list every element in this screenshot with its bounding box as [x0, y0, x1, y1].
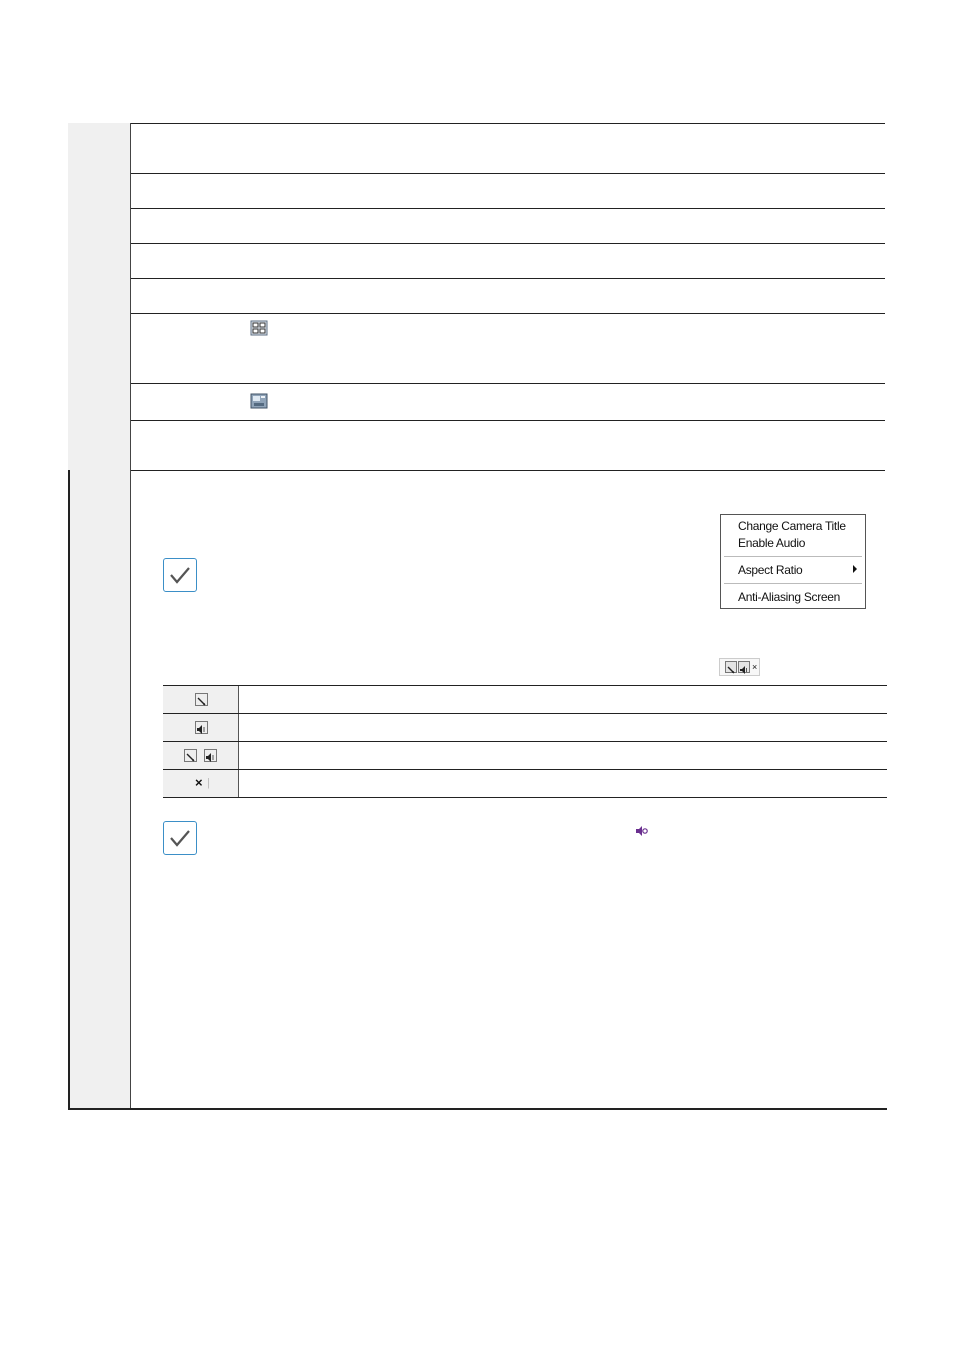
icon-cell: [163, 686, 239, 713]
speaker-icon[interactable]: [738, 661, 750, 673]
row-description-cell: [131, 420, 885, 470]
row-number-cell: [68, 243, 131, 278]
row-description-cell: [131, 208, 885, 243]
row-description-cell: [131, 278, 885, 313]
table-row: [163, 714, 887, 742]
row-number-cell: [68, 313, 131, 383]
description-cell: [239, 770, 887, 797]
table-row: [68, 243, 885, 279]
pen-icon: [195, 693, 208, 706]
description-cell: [239, 686, 887, 713]
menu-item-aspect-ratio[interactable]: Aspect Ratio: [738, 563, 803, 577]
table-row: [163, 742, 887, 770]
table-row: [68, 278, 885, 314]
speaker-icon: [635, 824, 649, 836]
row-number-cell: [68, 278, 131, 313]
row-description-cell: [131, 173, 885, 208]
row-description-cell: [131, 243, 885, 278]
camera-panel-icon: [250, 320, 268, 336]
description-cell: [239, 742, 887, 769]
table-row: [163, 770, 887, 798]
close-icon[interactable]: ×: [752, 662, 758, 672]
speaker-icon: [204, 749, 217, 762]
row-description-cell: [131, 383, 885, 420]
row-number-cell: [68, 420, 131, 470]
submenu-arrow-icon: [853, 565, 857, 573]
description-cell: [239, 714, 887, 741]
table-row: [68, 173, 885, 209]
screen-capture-icon: [250, 393, 268, 409]
checkmark-note-icon: [163, 821, 197, 855]
row-number-cell: [70, 470, 131, 1108]
menu-item-enable-audio[interactable]: Enable Audio: [738, 536, 806, 550]
table-row: [68, 123, 885, 174]
icon-cell: [163, 714, 239, 741]
table-row: [163, 686, 887, 714]
speaker-icon: [195, 721, 208, 734]
table-row: [68, 208, 885, 244]
table-row: [68, 420, 885, 471]
checkmark-note-icon: [163, 558, 197, 592]
menu-item-anti-aliasing-screen[interactable]: Anti-Aliasing Screen: [738, 590, 841, 604]
icon-cell: [163, 742, 239, 769]
row-number-cell: [68, 173, 131, 208]
table-row: [68, 313, 885, 384]
icon-cell: [163, 770, 239, 797]
camera-toolbar: [719, 658, 760, 676]
row-number-cell: [68, 208, 131, 243]
menu-separator: [724, 556, 862, 557]
divider-glyph: |: [207, 777, 210, 789]
pen-icon[interactable]: [725, 661, 737, 673]
row-number-cell: [68, 123, 131, 173]
toolbar-icon-table: [163, 685, 887, 798]
table-row: [68, 383, 885, 421]
menu-item-change-camera-title[interactable]: Change Camera Title: [738, 519, 846, 533]
row-description-cell: [131, 123, 885, 173]
close-icon: ×: [195, 775, 203, 790]
context-menu: [720, 514, 866, 609]
row-description-cell: [131, 313, 885, 383]
row-number-cell: [68, 383, 131, 420]
menu-separator: [724, 583, 862, 584]
pen-icon: [184, 749, 197, 762]
